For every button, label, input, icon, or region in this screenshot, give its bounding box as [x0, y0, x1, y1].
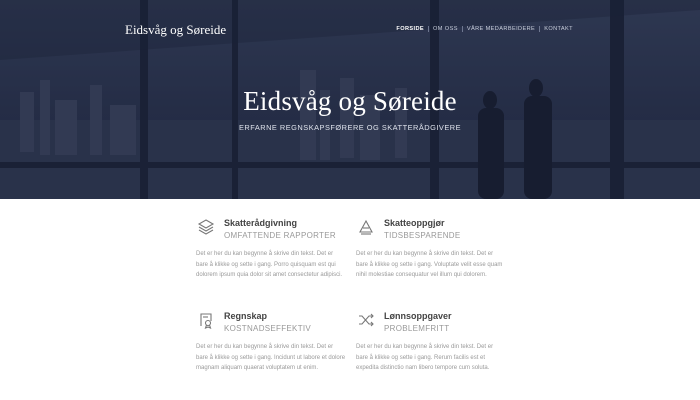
- ribbon-icon: [197, 311, 215, 329]
- nav-item-kontakt[interactable]: KONTAKT: [544, 26, 573, 32]
- nav-item-medarbeidere[interactable]: VÅRE MEDARBEIDERE: [466, 26, 536, 32]
- nav-item-forside[interactable]: FORSIDE: [396, 26, 425, 32]
- site-logo[interactable]: Eidsvåg og Søreide: [125, 22, 227, 37]
- main-nav: [392, 26, 577, 32]
- service-title: Lønnsoppgaver: [384, 311, 452, 321]
- triangle-icon: [357, 218, 375, 236]
- service-skatteradgivning: [196, 214, 356, 307]
- service-title: Skatteoppgjør: [384, 218, 445, 228]
- hero-subtitle: ERFARNE REGNSKAPSFØRERE OG SKATTERÅDGIVERE: [238, 123, 462, 132]
- service-description: Det er her du kan begynne å skrive din tekst. Det er bare å klikke og sette i gang. Rerum facilis est et expedita distinctio nam libero tempore cum soluta.: [356, 344, 494, 371]
- service-description: Det er her du kan begynne å skrive din tekst. Det er bare å klikke og sette i gang. Voluptate velit esse quam nihil molestiae consequatur vel illum qui dolorem.: [356, 251, 503, 278]
- service-title: Skatterådgivning: [224, 218, 298, 228]
- hero-title: Eidsvåg og Søreide: [243, 86, 457, 116]
- service-subtitle: OMFATTENDE RAPPORTER: [224, 231, 336, 240]
- service-description: Det er her du kan begynne å skrive din tekst. Det er bare å klikke og sette i gang. Incidunt ut labore et dolore magnam aliquam quaerat voluptatem ut enim.: [196, 344, 346, 371]
- service-lonnsoppgaver: [356, 307, 516, 400]
- service-title: Regnskap: [224, 311, 268, 321]
- shuffle-icon: [357, 311, 375, 329]
- services-grid: [196, 214, 526, 400]
- service-subtitle: TIDSBESPARENDE: [384, 231, 461, 240]
- service-subtitle: KOSTNADSEFFEKTIV: [224, 324, 312, 333]
- nav-item-om-oss[interactable]: OM OSS: [433, 26, 458, 32]
- layers-icon: [197, 218, 215, 236]
- service-skatteoppgjor: [356, 214, 516, 307]
- service-description: Det er her du kan begynne å skrive din tekst. Det er bare å klikke og sette i gang. Porro quisquam est qui dolorem ipsum quia dolor sit amet consectetur adipisci.: [196, 251, 343, 278]
- service-subtitle: PROBLEMFRITT: [384, 324, 450, 333]
- hero-banner: [0, 0, 700, 199]
- service-regnskap: [196, 307, 356, 400]
